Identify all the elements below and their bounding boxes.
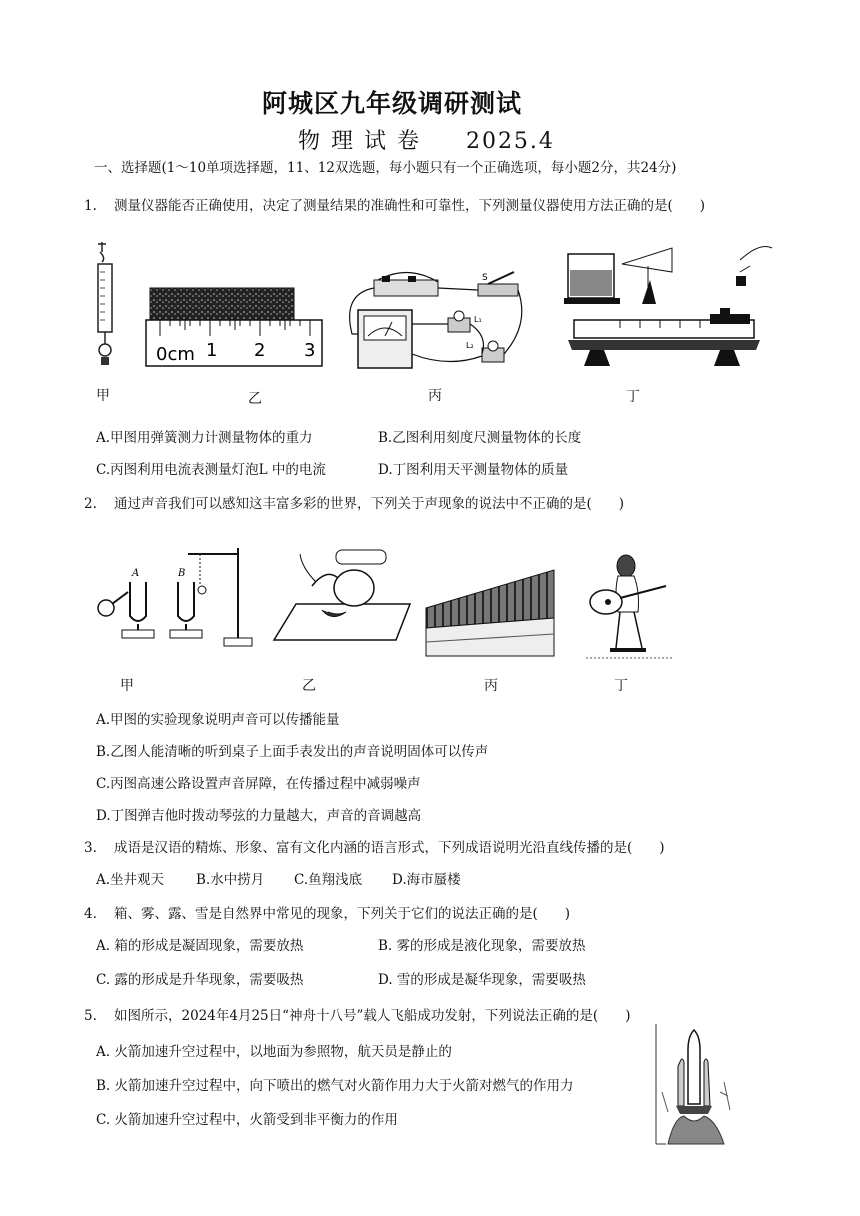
fork-label-a: A — [132, 568, 140, 579]
q2-option-b: B.乙图人能清晰的听到桌子上面手表发出的声音说明固体可以传声 — [96, 744, 489, 760]
figure-caption-yi: 乙 — [248, 391, 262, 407]
question-text: 箱、雾、露、雪是自然界中常见的现象，下列关于它们的说法正确的是( ) — [114, 906, 571, 922]
ruler-label-0: 0cm — [156, 344, 195, 365]
q4-option-a: A. 箱的形成是凝固现象，需要放热 — [96, 938, 304, 954]
ruler-label-2: 2 — [254, 340, 266, 361]
question-text: 成语是汉语的精炼、形象、富有文化内涵的语言形式，下列成语说明光沿直线传播的是( ) — [114, 840, 665, 856]
q3-option-d: D.海市蜃楼 — [392, 872, 461, 888]
figure-caption-yi: 乙 — [302, 678, 316, 694]
circuit-label-l1: L₁ — [474, 315, 482, 324]
ruler-figure — [146, 286, 324, 368]
q1-option-b: B.乙图利用刻度尺测量物体的长度 — [378, 430, 582, 446]
q1-option-a: A.甲图用弹簧测力计测量物体的重力 — [96, 430, 313, 446]
question-3 — [84, 836, 665, 856]
circuit-label-s: S — [482, 273, 488, 283]
q1-option-c: C.丙图利用电流表测量灯泡L 中的电流 — [96, 462, 326, 478]
question-text: 如图所示，2024年4月25日“神舟十八号”载人飞船成功发射，下列说法正确的是( ) — [114, 1008, 631, 1024]
q2-option-a: A.甲图的实验现象说明声音可以传播能量 — [96, 712, 340, 728]
figure-caption-bing: 丙 — [484, 678, 498, 694]
figure-caption-jia: 甲 — [120, 678, 134, 694]
ruler-label-1: 1 — [206, 340, 218, 361]
spring-scale-figure — [92, 240, 122, 370]
balance-figure — [560, 236, 774, 376]
fork-label-b: B — [178, 568, 186, 579]
circuit-label-l2: L₂ — [466, 341, 474, 350]
q4-option-b: B. 雾的形成是液化现象，需要放热 — [378, 938, 586, 954]
q1-option-d: D.丁图利用天平测量物体的质量 — [378, 462, 569, 478]
exam-subtitle: 物 理 试 卷 2025.4 — [298, 129, 555, 154]
q3-option-b: B.水中捞月 — [196, 872, 265, 888]
figure-caption-ding: 丁 — [626, 389, 640, 405]
question-4 — [84, 902, 570, 922]
q5-option-a: A. 火箭加速升空过程中，以地面为参照物，航天员是静止的 — [96, 1044, 452, 1060]
q3-option-c: C.鱼翔浅底 — [294, 872, 363, 888]
q2-option-d: D.丁图弹吉他时拨动琴弦的力量越大，声音的音调越高 — [96, 808, 422, 824]
q4-option-c: C. 露的形成是升华现象，需要吸热 — [96, 972, 304, 988]
q5-option-b: B. 火箭加速升空过程中，向下喷出的燃气对火箭作用力大于火箭对燃气的作用力 — [96, 1078, 574, 1094]
question-number: 5. — [84, 1008, 97, 1024]
q3-option-a: A.坐井观天 — [96, 872, 165, 888]
exam-title: 阿城区九年级调研测试 — [262, 89, 523, 118]
question-1 — [84, 194, 705, 214]
q2-option-c: C.丙图高速公路设置声音屏障，在传播过程中减弱噪声 — [96, 776, 421, 792]
noise-barrier-figure — [426, 568, 556, 658]
guitar-player-figure — [586, 552, 672, 662]
section-heading: 一、选择题(1～10单项选择题，11、12双选题，每小题只有一个正确选项，每小题2分，共24分) — [94, 160, 677, 176]
question-number: 4. — [84, 906, 97, 922]
rocket-launch-figure — [654, 1022, 734, 1146]
question-text: 通过声音我们可以感知这丰富多彩的世界，下列关于声现象的说法中不正确的是( ) — [114, 496, 625, 512]
q4-option-d: D. 雪的形成是凝华现象，需要吸热 — [378, 972, 586, 988]
figure-caption-ding: 丁 — [614, 678, 628, 694]
question-number: 2. — [84, 496, 97, 512]
figure-caption-bing: 丙 — [428, 388, 442, 404]
q5-option-c: C. 火箭加速升空过程中，火箭受到非平衡力的作用 — [96, 1112, 398, 1128]
question-2 — [84, 492, 624, 512]
figure-caption-jia: 甲 — [96, 388, 110, 404]
question-text: 测量仪器能否正确使用，决定了测量结果的准确性和可靠性，下列测量仪器使用方法正确的是( ) — [114, 198, 706, 214]
question-number: 1. — [84, 198, 97, 214]
tuning-fork-figure — [92, 546, 252, 650]
question-number: 3. — [84, 840, 97, 856]
question-5 — [84, 1004, 630, 1024]
ear-on-table-figure — [272, 548, 412, 644]
circuit-figure — [338, 244, 530, 374]
ruler-label-3: 3 — [304, 340, 316, 361]
